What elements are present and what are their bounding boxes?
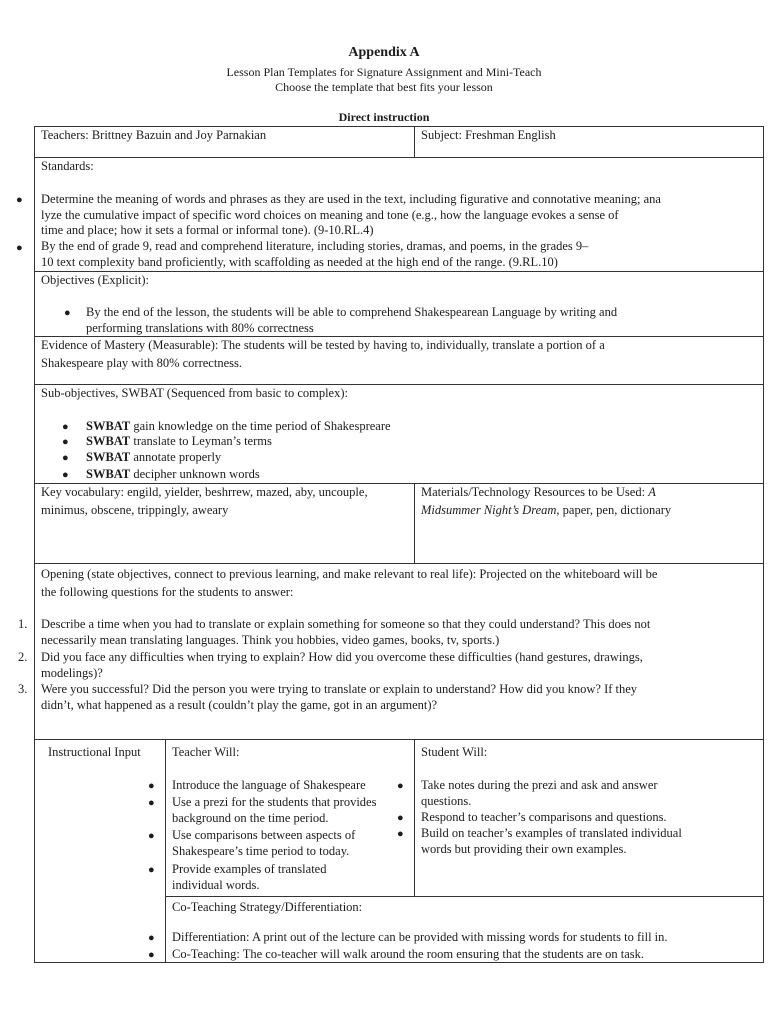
appendix-title: Appendix A (348, 45, 420, 60)
bullet-icon: ● (62, 436, 69, 448)
bullet-icon: ● (62, 452, 69, 464)
standard-2-line-2: 10 text complexity band proficiently, with scaffolding as needed at the high end of the range. (9.RL.10) (41, 255, 558, 269)
teacher-will-item: individual words. (172, 878, 260, 892)
question-number: 2. (18, 650, 28, 664)
objectives-label: Objectives (Explicit): (41, 273, 149, 287)
question-line: Describe a time when you had to translate or explain something for someone so that they could understand? This does not (41, 617, 651, 631)
swbat-label: SWBAT (86, 467, 131, 481)
vocabulary-line-2: minimus, obscene, trippingly, aweary (41, 503, 229, 517)
subject-cell: Subject: Freshman English (421, 128, 556, 142)
materials-line-2: Midsummer Night’s Dream, paper, pen, dictionary (421, 503, 672, 517)
bullet-icon: ● (64, 307, 71, 319)
subobjectives-section (34, 384, 764, 483)
bullet-icon: ● (148, 830, 155, 842)
teacher-will-item: Shakespeare’s time period to today. (172, 844, 350, 858)
teacher-will-item: Use a prezi for the students that provides (172, 795, 377, 809)
question-line: necessarily mean translating languages. Think you hobbies, video games, books, tv, sports.) (41, 633, 500, 647)
teacher-will-label: Teacher Will: (172, 745, 240, 759)
subobjective-text: decipher unknown words (130, 467, 260, 481)
swbat-label: SWBAT (86, 419, 131, 433)
standards-section (16, 157, 764, 271)
subtitle-line-1: Lesson Plan Templates for Signature Assignment and Mini-Teach (226, 65, 542, 79)
subobjectives-label: Sub-objectives, SWBAT (Sequenced from basic to complex): (41, 386, 348, 400)
teachers-subject-row (34, 126, 764, 157)
mastery-line-1: Evidence of Mastery (Measurable): The students will be tested by having to, individually, translate a portion of a (41, 338, 605, 352)
section-heading: Direct instruction (338, 110, 430, 124)
subobjective-text: gain knowledge on the time period of Shakespreare (130, 419, 391, 433)
student-will-label: Student Will: (421, 745, 488, 759)
vocab-materials-row (34, 483, 764, 563)
bullet-icon: ● (397, 812, 404, 824)
materials-line-1: Materials/Technology Resources to be Used: A (421, 485, 656, 499)
question-number: 1. (18, 617, 28, 631)
vocabulary-line-1: Key vocabulary: engild, yielder, beshrrew, mazed, aby, uncouple, (41, 485, 368, 499)
mastery-line-2: Shakespeare play with 80% correctness. (41, 356, 242, 370)
opening-section (18, 563, 764, 739)
bullet-icon: ● (148, 780, 155, 792)
question-line: modelings)? (41, 666, 103, 680)
question-line: Were you successful? Did the person you were trying to translate or explain to understand? How did you know? If they (41, 682, 638, 696)
subtitle-line-2: Choose the template that best fits your lesson (275, 80, 493, 94)
bullet-icon: ● (148, 932, 155, 944)
subobjective-item (86, 419, 391, 435)
standards-label: Standards: (41, 159, 94, 173)
question-number: 3. (18, 682, 28, 696)
bullet-icon: ● (397, 780, 404, 792)
subobjective-text: annotate properly (130, 450, 222, 464)
standard-1-line-3: time and place; how it sets a formal or informal tone). (9-10.RL.4) (41, 223, 374, 237)
teacher-will-item: Introduce the language of Shakespeare (172, 778, 366, 792)
objective-line-2: performing translations with 80% correctness (86, 321, 314, 335)
bullet-icon: ● (62, 421, 69, 433)
instructional-section (34, 739, 764, 963)
standard-1-line-2: lyze the cumulative impact of specific word choices on meaning and tone (e.g., how the language evokes a sense of (41, 208, 619, 222)
standard-1-line-1: Determine the meaning of words and phrases as they are used in the text, including figurative and connotative meaning; ana (41, 192, 661, 206)
question-line: didn’t, what happened as a result (couldn’t play the game, got in an argument)? (41, 698, 438, 712)
objectives-section (34, 271, 764, 336)
subobjective-item (86, 434, 272, 450)
question-line: Did you face any difficulties when trying to explain? How did you overcome these difficulties (hand gestures, drawings, (41, 650, 643, 664)
subobjective-item (86, 467, 260, 483)
teachers-cell: Teachers: Brittney Bazuin and Joy Parnakian (41, 128, 267, 142)
coteach-label: Co-Teaching Strategy/Differentiation: (172, 900, 363, 914)
teacher-will-item: Provide examples of translated (172, 862, 327, 876)
subobjective-item (86, 450, 221, 466)
student-will-item: words but providing their own examples. (421, 842, 627, 856)
student-will-item: Take notes during the prezi and ask and answer (421, 778, 658, 792)
teacher-will-item: background on the time period. (172, 811, 329, 825)
opening-intro-line-1: Opening (state objectives, connect to previous learning, and make relevant to real life): Projected on the whiteboard will be (41, 567, 658, 581)
student-will-item: questions. (421, 794, 472, 808)
subobjective-text: translate to Leyman’s terms (130, 434, 272, 448)
swbat-label: SWBAT (86, 450, 131, 464)
swbat-label: SWBAT (86, 434, 131, 448)
objective-line-1: By the end of the lesson, the students will be able to comprehend Shakespearean Language by writing and (86, 305, 618, 319)
mastery-section (34, 336, 764, 384)
bullet-icon: ● (16, 194, 23, 206)
opening-intro-line-2: the following questions for the students to answer: (41, 585, 294, 599)
bullet-icon: ● (148, 949, 155, 961)
bullet-icon: ● (148, 864, 155, 876)
teacher-will-item: Use comparisons between aspects of (172, 828, 356, 842)
instructional-input-label: Instructional Input (48, 745, 141, 759)
student-will-item: Build on teacher’s examples of translated individual (421, 826, 682, 840)
coteach-item: Co-Teaching: The co-teacher will walk around the room ensuring that the students are on task. (172, 947, 645, 961)
student-will-item: Respond to teacher’s comparisons and questions. (421, 810, 667, 824)
bullet-icon: ● (397, 828, 404, 840)
coteach-item: Differentiation: A print out of the lecture can be provided with missing words for students to fill in. (172, 930, 668, 944)
bullet-icon: ● (16, 242, 23, 254)
bullet-icon: ● (148, 797, 155, 809)
standard-2-line-1: By the end of grade 9, read and comprehend literature, including stories, dramas, and poems, in the grades 9– (41, 239, 589, 253)
bullet-icon: ● (62, 469, 69, 481)
